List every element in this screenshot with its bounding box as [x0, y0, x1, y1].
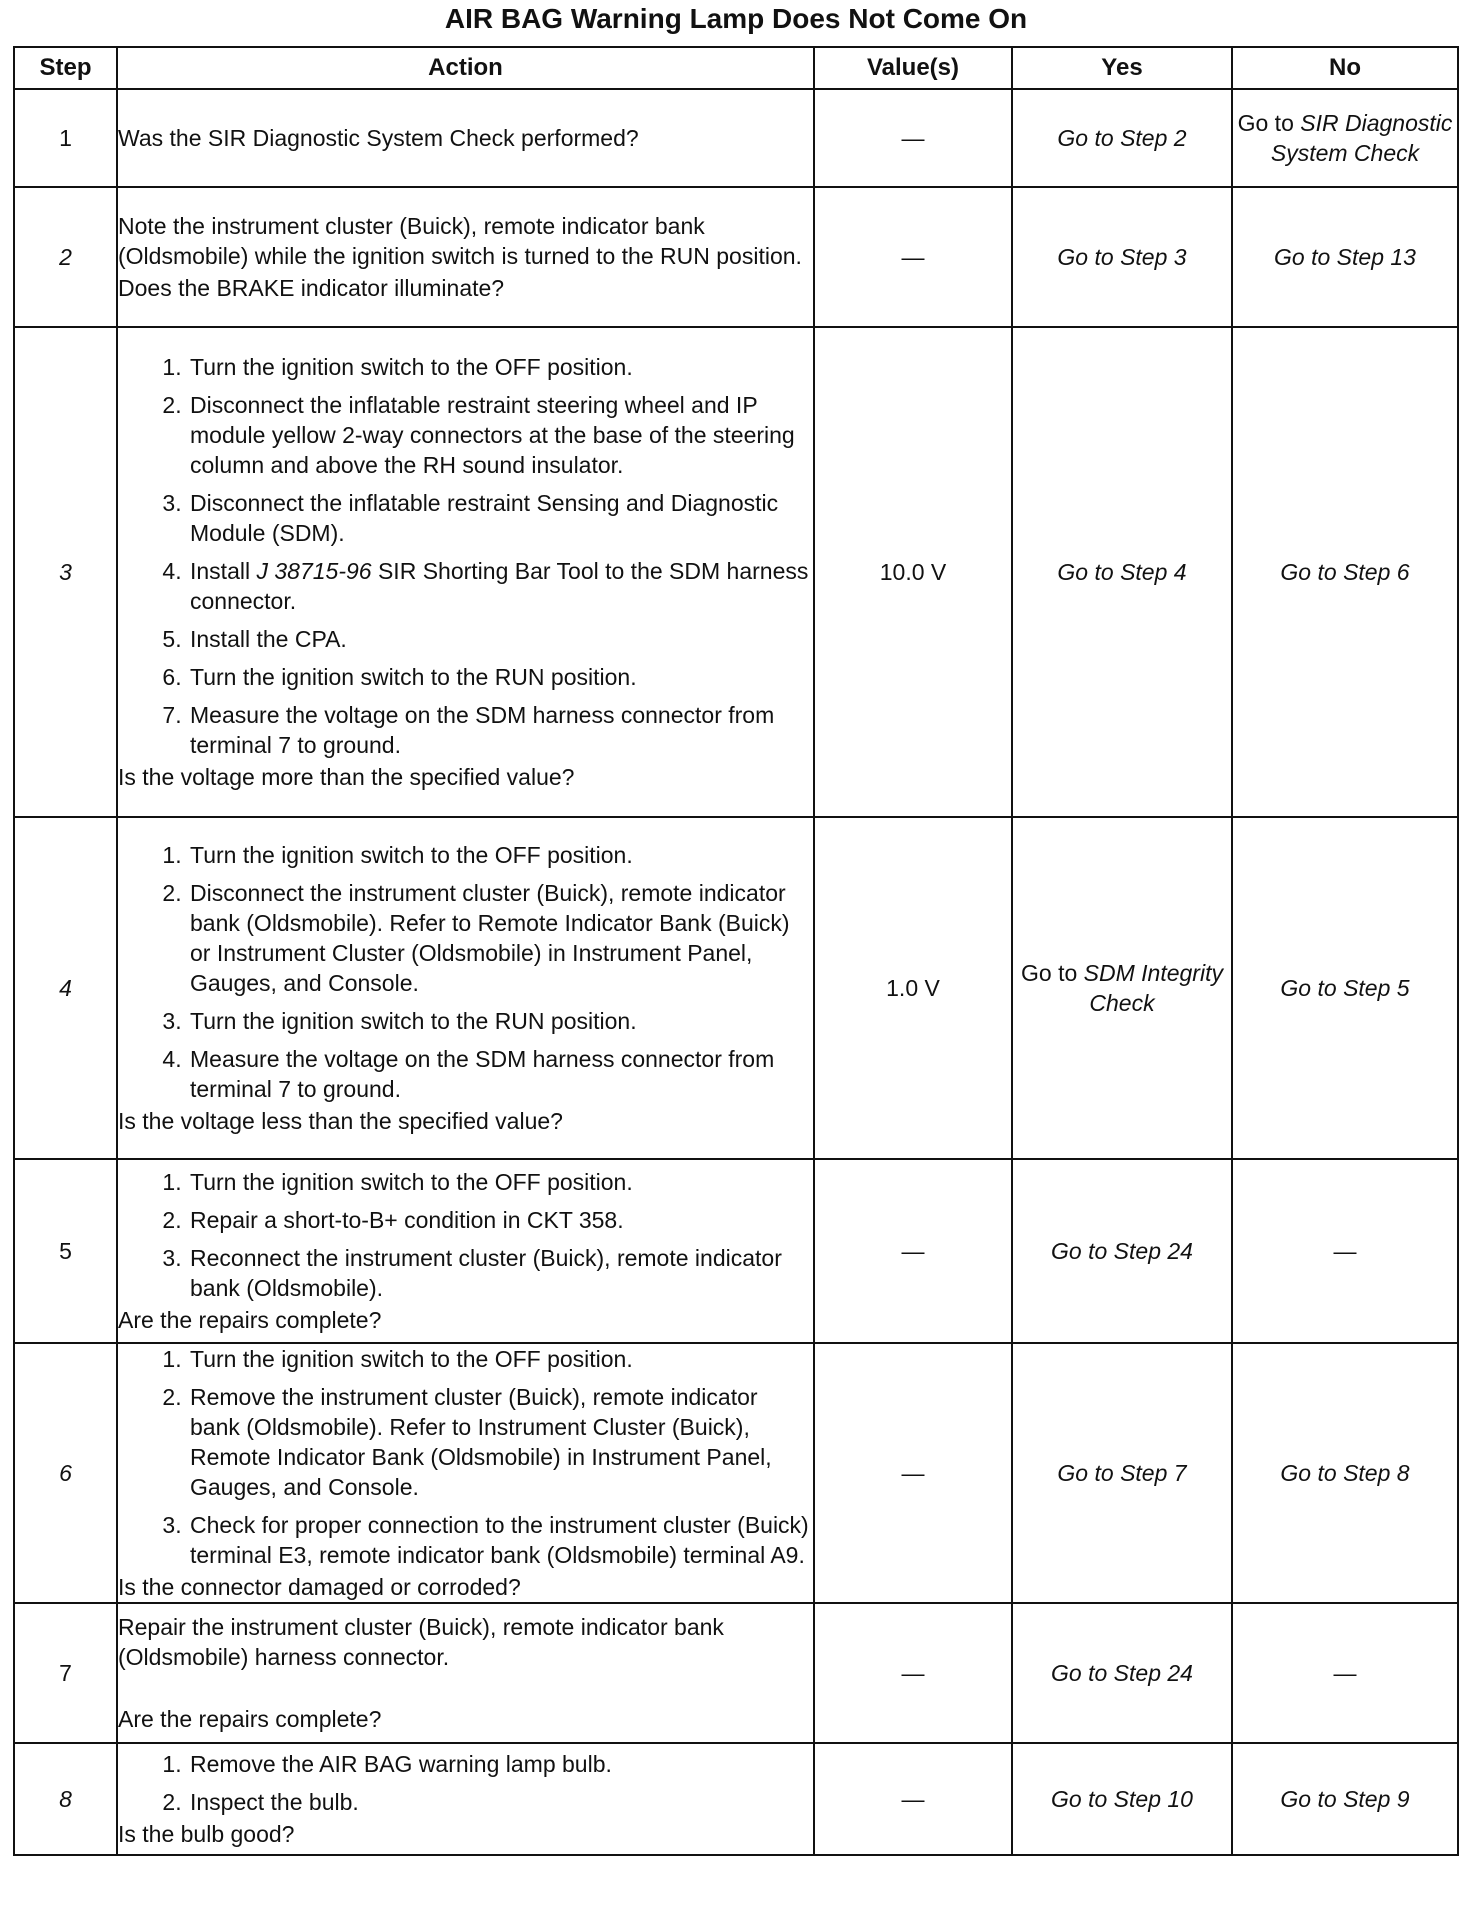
procedure-step: 4. Measure the voltage on the SDM harness connector from terminal 7 to ground. — [188, 1044, 813, 1104]
procedure-step: 6. Turn the ignition switch to the RUN position. — [188, 662, 813, 692]
procedure-list — [118, 1749, 813, 1817]
procedure-list — [118, 840, 813, 1104]
procedure-step: 3. Check for proper connection to the instrument cluster (Buick) terminal E3, remote indicator bank (Oldsmobile) terminal A9. — [188, 1510, 813, 1570]
table-row — [14, 187, 1458, 327]
action-cell — [117, 1603, 814, 1743]
yes-link[interactable]: Go to Step 24 — [1051, 1238, 1193, 1264]
no-cell — [1232, 327, 1458, 817]
header-no: No — [1232, 47, 1458, 89]
header-step: Step — [14, 47, 117, 89]
no-link[interactable]: Go to Step 9 — [1280, 1786, 1410, 1812]
procedure-step: 2. Inspect the bulb. — [188, 1787, 813, 1817]
yes-cell — [1012, 327, 1232, 817]
no-cell — [1232, 1743, 1458, 1855]
step-number: 8 — [14, 1743, 117, 1855]
yes-cell — [1012, 1603, 1232, 1743]
yes-link[interactable]: SDM Integrity Check — [1083, 960, 1223, 1016]
value-cell: — — [814, 187, 1012, 327]
yes-cell — [1012, 187, 1232, 327]
action-cell — [117, 89, 814, 187]
procedure-step: 5. Install the CPA. — [188, 624, 813, 654]
procedure-step: 2. Repair a short-to-B+ condition in CKT 358. — [188, 1205, 813, 1235]
action-cell — [117, 327, 814, 817]
no-link[interactable]: Go to Step 13 — [1274, 244, 1416, 270]
table-row — [14, 1603, 1458, 1743]
procedure-step: 7. Measure the voltage on the SDM harness connector from terminal 7 to ground. — [188, 700, 813, 760]
yes-cell — [1012, 1743, 1232, 1855]
step-number: 6 — [14, 1343, 117, 1603]
action-question: Is the voltage more than the specified value? — [118, 764, 575, 790]
step-number: 2 — [14, 187, 117, 327]
value-cell: — — [814, 1603, 1012, 1743]
action-question: Are the repairs complete? — [118, 1706, 382, 1732]
value-cell: — — [814, 89, 1012, 187]
value-cell: 1.0 V — [814, 817, 1012, 1159]
step-text: SIR Shorting Bar Tool to the SDM harness connector. — [190, 558, 809, 614]
no-link[interactable]: SIR Diagnostic System Check — [1270, 110, 1453, 166]
yes-link[interactable]: Go to Step 7 — [1057, 1460, 1187, 1486]
header-value: Value(s) — [814, 47, 1012, 89]
procedure-step — [188, 556, 813, 616]
yes-link[interactable]: Go to Step 2 — [1057, 125, 1187, 151]
yes-link[interactable]: Go to Step 10 — [1051, 1786, 1193, 1812]
action-cell — [117, 187, 814, 327]
header-yes: Yes — [1012, 47, 1232, 89]
no-cell: — — [1232, 1603, 1458, 1743]
table-row — [14, 89, 1458, 187]
action-cell — [117, 1343, 814, 1603]
step-number: 4 — [14, 817, 117, 1159]
procedure-step: 2. Remove the instrument cluster (Buick), remote indicator bank (Oldsmobile). Refer to Instrument Cluster (Buick), Remote Indicator Bank (Oldsmobile) in Instrument Panel, Gauges, and Console. — [188, 1382, 813, 1502]
yes-cell — [1012, 89, 1232, 187]
no-cell — [1232, 817, 1458, 1159]
yes-link[interactable]: Go to Step 4 — [1057, 559, 1187, 585]
procedure-step: 1. Remove the AIR BAG warning lamp bulb. — [188, 1749, 813, 1779]
value-cell: — — [814, 1743, 1012, 1855]
procedure-step: 3. Reconnect the instrument cluster (Buick), remote indicator bank (Oldsmobile). — [188, 1243, 813, 1303]
action-cell — [117, 817, 814, 1159]
procedure-step: 2. Disconnect the instrument cluster (Buick), remote indicator bank (Oldsmobile). Refer to Remote Indicator Bank (Buick) or Instrument Cluster (Oldsmobile) in Instrument Panel, Gauges, and Console. — [188, 878, 813, 998]
no-cell — [1232, 1343, 1458, 1603]
action-text: Note the instrument cluster (Buick), remote indicator bank (Oldsmobile) while the ignition switch is turned to the RUN position. — [118, 213, 802, 269]
action-cell — [117, 1743, 814, 1855]
yes-cell — [1012, 1159, 1232, 1343]
page-title: AIR BAG Warning Lamp Does Not Come On — [444, 3, 1028, 34]
header-action: Action — [117, 47, 814, 89]
action-text: Repair the instrument cluster (Buick), remote indicator bank (Oldsmobile) harness connector. — [118, 1614, 724, 1670]
value-cell: — — [814, 1343, 1012, 1603]
procedure-step: 1. Turn the ignition switch to the OFF position. — [188, 1344, 813, 1374]
procedure-step: 3. Disconnect the inflatable restraint Sensing and Diagnostic Module (SDM). — [188, 488, 813, 548]
action-question: Does the BRAKE indicator illuminate? — [118, 275, 505, 301]
no-prefix: Go to — [1237, 110, 1301, 136]
value-cell: — — [814, 1159, 1012, 1343]
action-question: Is the bulb good? — [118, 1821, 295, 1847]
step-text: Install — [190, 558, 257, 584]
table-row — [14, 327, 1458, 817]
step-number: 7 — [14, 1603, 117, 1743]
table-row — [14, 1743, 1458, 1855]
action-question: Are the repairs complete? — [118, 1307, 382, 1333]
action-text: Was the SIR Diagnostic System Check performed? — [118, 125, 639, 151]
table-row — [14, 817, 1458, 1159]
action-question: Is the voltage less than the specified value? — [118, 1108, 563, 1134]
procedure-step: 1. Turn the ignition switch to the OFF position. — [188, 840, 813, 870]
no-link[interactable]: Go to Step 5 — [1280, 975, 1410, 1001]
procedure-step: 1. Turn the ignition switch to the OFF position. — [188, 352, 813, 382]
procedure-step: 2. Disconnect the inflatable restraint steering wheel and IP module yellow 2-way connectors at the base of the steering column and above the RH sound insulator. — [188, 390, 813, 480]
header-row — [14, 47, 1458, 89]
yes-link[interactable]: Go to Step 24 — [1051, 1660, 1193, 1686]
yes-link[interactable]: Go to Step 3 — [1057, 244, 1187, 270]
action-question: Is the connector damaged or corroded? — [118, 1574, 521, 1600]
action-cell — [117, 1159, 814, 1343]
no-cell — [1232, 187, 1458, 327]
procedure-step: 1. Turn the ignition switch to the OFF position. — [188, 1167, 813, 1197]
table-row — [14, 1159, 1458, 1343]
yes-prefix: Go to — [1021, 960, 1084, 986]
step-number: 1 — [14, 89, 117, 187]
procedure-list — [118, 1167, 813, 1303]
no-cell: — — [1232, 1159, 1458, 1343]
procedure-list — [118, 1344, 813, 1570]
tool-reference: J 38715-96 — [256, 558, 372, 584]
diagnostic-table — [13, 46, 1459, 1856]
table-row — [14, 1343, 1458, 1603]
yes-cell — [1012, 1343, 1232, 1603]
procedure-list — [118, 352, 813, 760]
yes-cell — [1012, 817, 1232, 1159]
step-number: 3 — [14, 327, 117, 817]
value-cell: 10.0 V — [814, 327, 1012, 817]
no-link[interactable]: Go to Step 8 — [1280, 1460, 1410, 1486]
procedure-step: 3. Turn the ignition switch to the RUN position. — [188, 1006, 813, 1036]
no-link[interactable]: Go to Step 6 — [1280, 559, 1410, 585]
step-number: 5 — [14, 1159, 117, 1343]
no-cell — [1232, 89, 1458, 187]
